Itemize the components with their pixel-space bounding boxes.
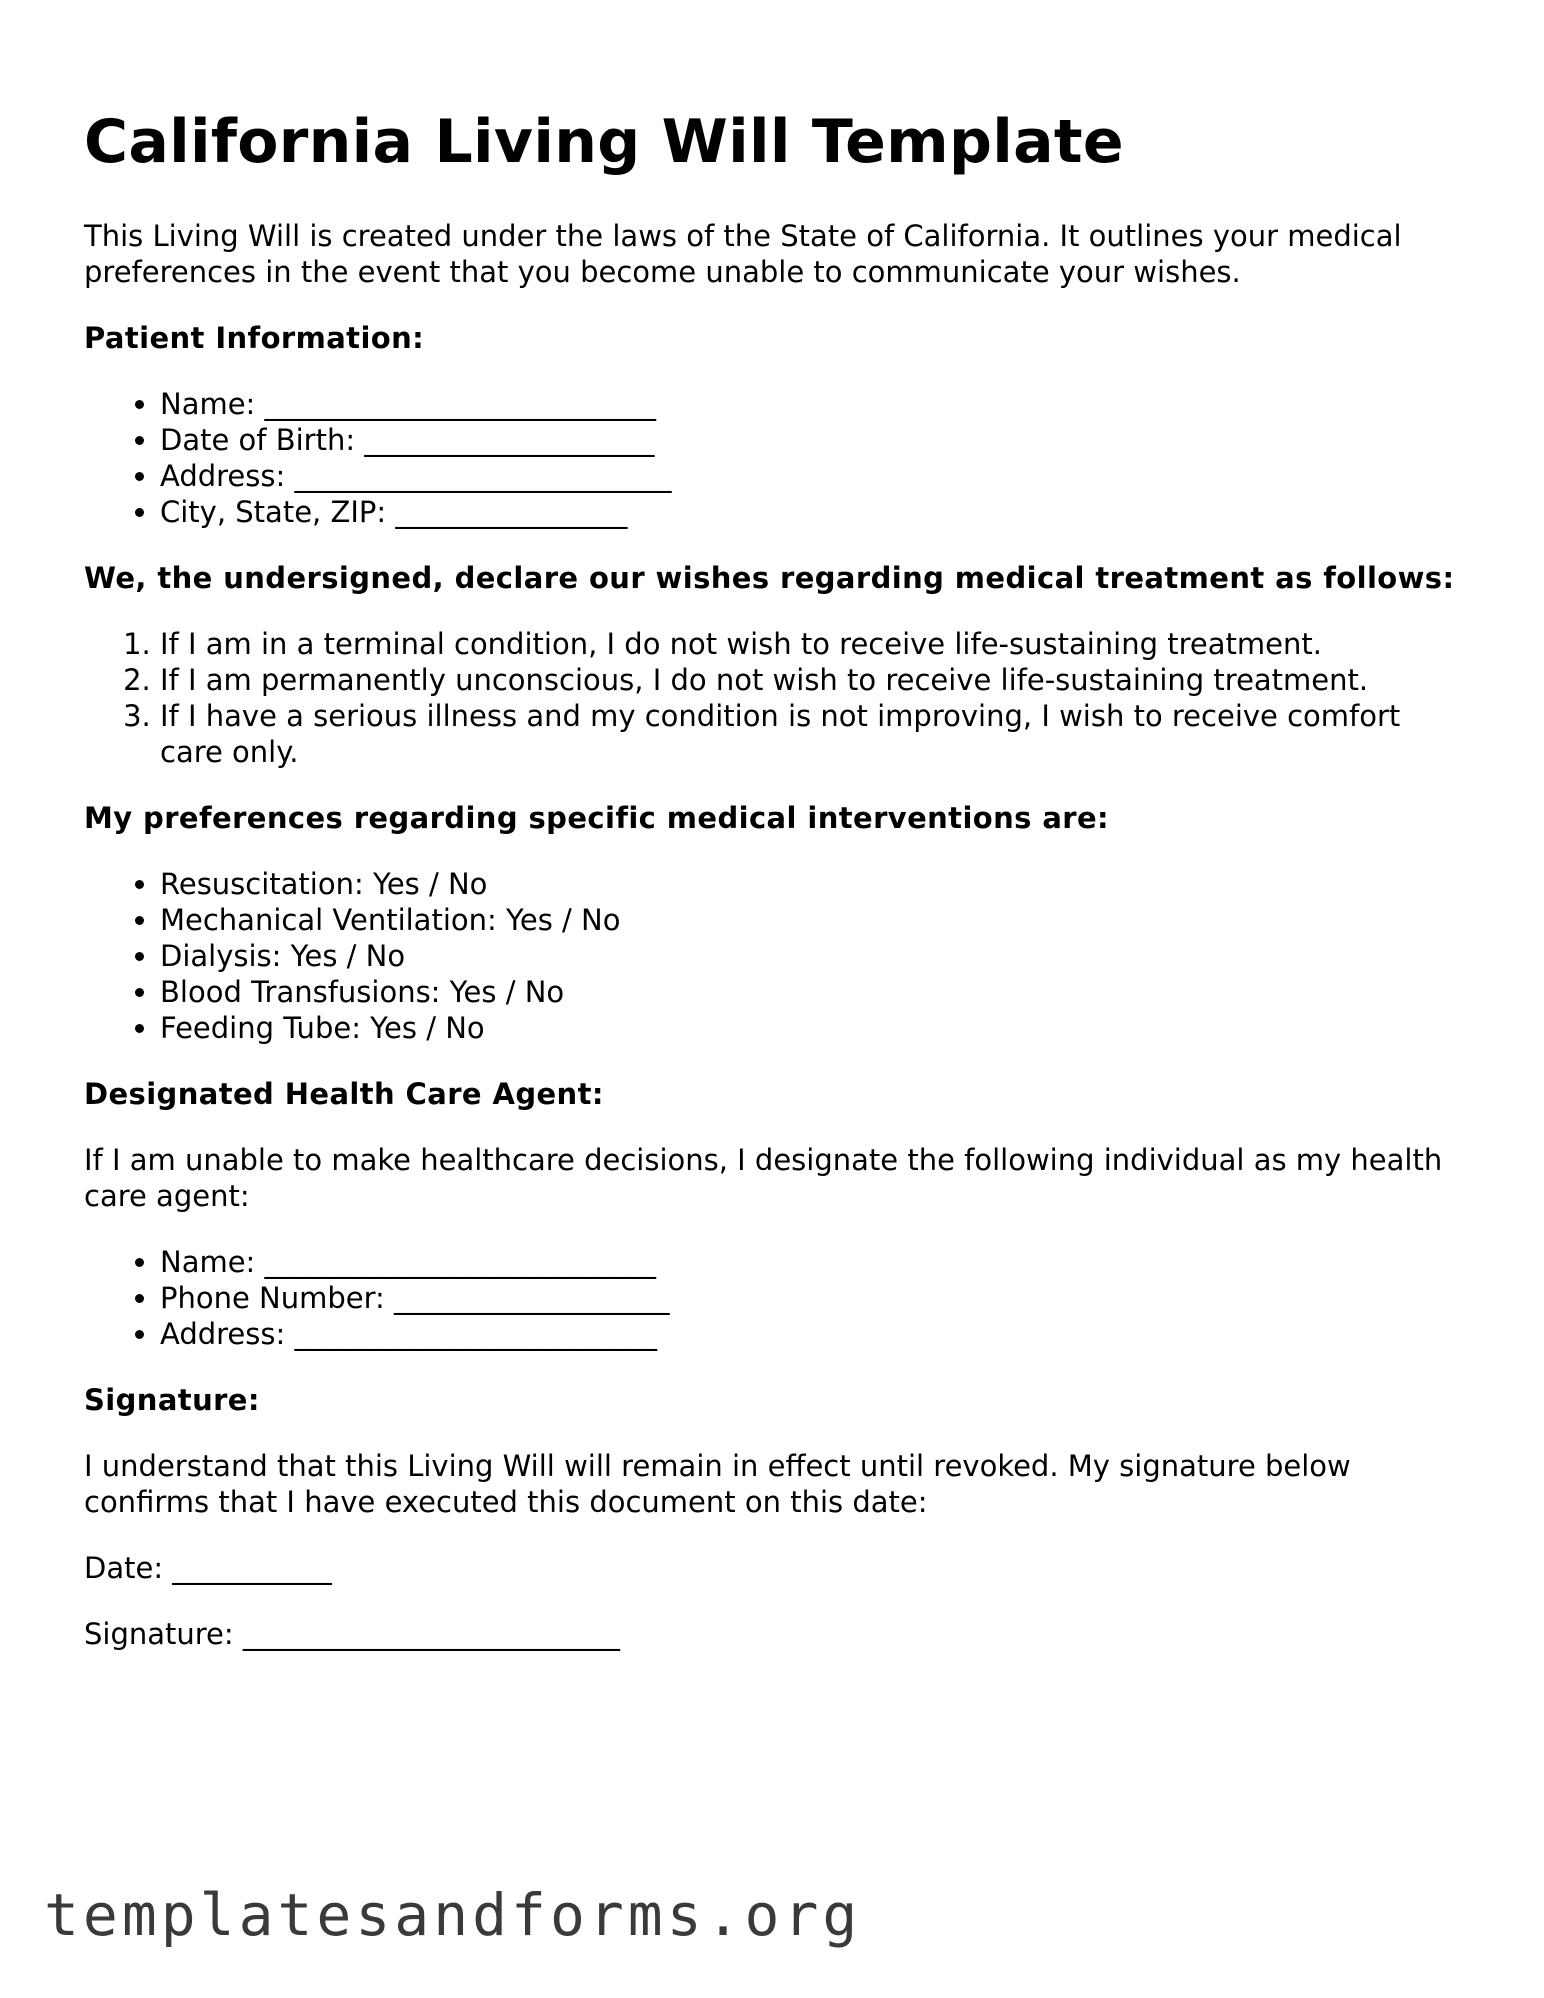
date-line: Date: ___________ <box>84 1551 332 1585</box>
agent-info-list <box>84 1244 1464 1352</box>
intervention-blood-transfusions: • Blood Transfusions: Yes / No <box>160 974 1464 1010</box>
page-title: California Living Will Template <box>84 107 1124 177</box>
declaration-item: 1. If I am in a terminal condition, I do not wish to receive life-sustaining treatment. <box>160 626 1464 662</box>
intervention-resuscitation: • Resuscitation: Yes / No <box>160 866 1464 902</box>
intervention-feeding-tube: • Feeding Tube: Yes / No <box>160 1010 1464 1046</box>
declaration-item: 3. If I have a serious illness and my condition is not improving, I wish to receive comfort care only. <box>160 698 1464 770</box>
patient-name-field: • Name: ___________________________ <box>160 386 1464 422</box>
intro-paragraph: This Living Will is created under the laws of the State of California. It outlines your medical preferences in the event that you become unable to communicate your wishes. <box>84 219 1402 289</box>
patient-address-field: • Address: __________________________ <box>160 458 1464 494</box>
document-page <box>84 100 1464 1682</box>
declaration-heading: We, the undersigned, declare our wishes regarding medical treatment as follows: <box>84 561 1455 595</box>
patient-city-state-zip-field: • City, State, ZIP: ________________ <box>160 494 1464 530</box>
interventions-heading: My preferences regarding specific medical interventions are: <box>84 801 1110 835</box>
agent-heading: Designated Health Care Agent: <box>84 1077 604 1111</box>
signature-line: Signature: __________________________ <box>84 1617 620 1651</box>
agent-paragraph: If I am unable to make healthcare decisions, I designate the following individual as my health care agent: <box>84 1143 1443 1213</box>
agent-phone-field: • Phone Number: ___________________ <box>160 1280 1464 1316</box>
agent-name-field: • Name: ___________________________ <box>160 1244 1464 1280</box>
patient-info-heading: Patient Information: <box>84 321 425 355</box>
declaration-list <box>84 626 1464 770</box>
signature-heading: Signature: <box>84 1383 260 1417</box>
intervention-dialysis: • Dialysis: Yes / No <box>160 938 1464 974</box>
patient-dob-field: • Date of Birth: ____________________ <box>160 422 1464 458</box>
intervention-mechanical-ventilation: • Mechanical Ventilation: Yes / No <box>160 902 1464 938</box>
signature-paragraph: I understand that this Living Will will remain in effect until revoked. My signature below confirms that I have executed this document on this date: <box>84 1449 1351 1519</box>
patient-info-list <box>84 386 1464 530</box>
watermark: templatesandforms.org <box>44 1881 862 1949</box>
interventions-list <box>84 866 1464 1046</box>
declaration-item: 2. If I am permanently unconscious, I do not wish to receive life-sustaining treatment. <box>160 662 1464 698</box>
agent-address-field: • Address: _________________________ <box>160 1316 1464 1352</box>
